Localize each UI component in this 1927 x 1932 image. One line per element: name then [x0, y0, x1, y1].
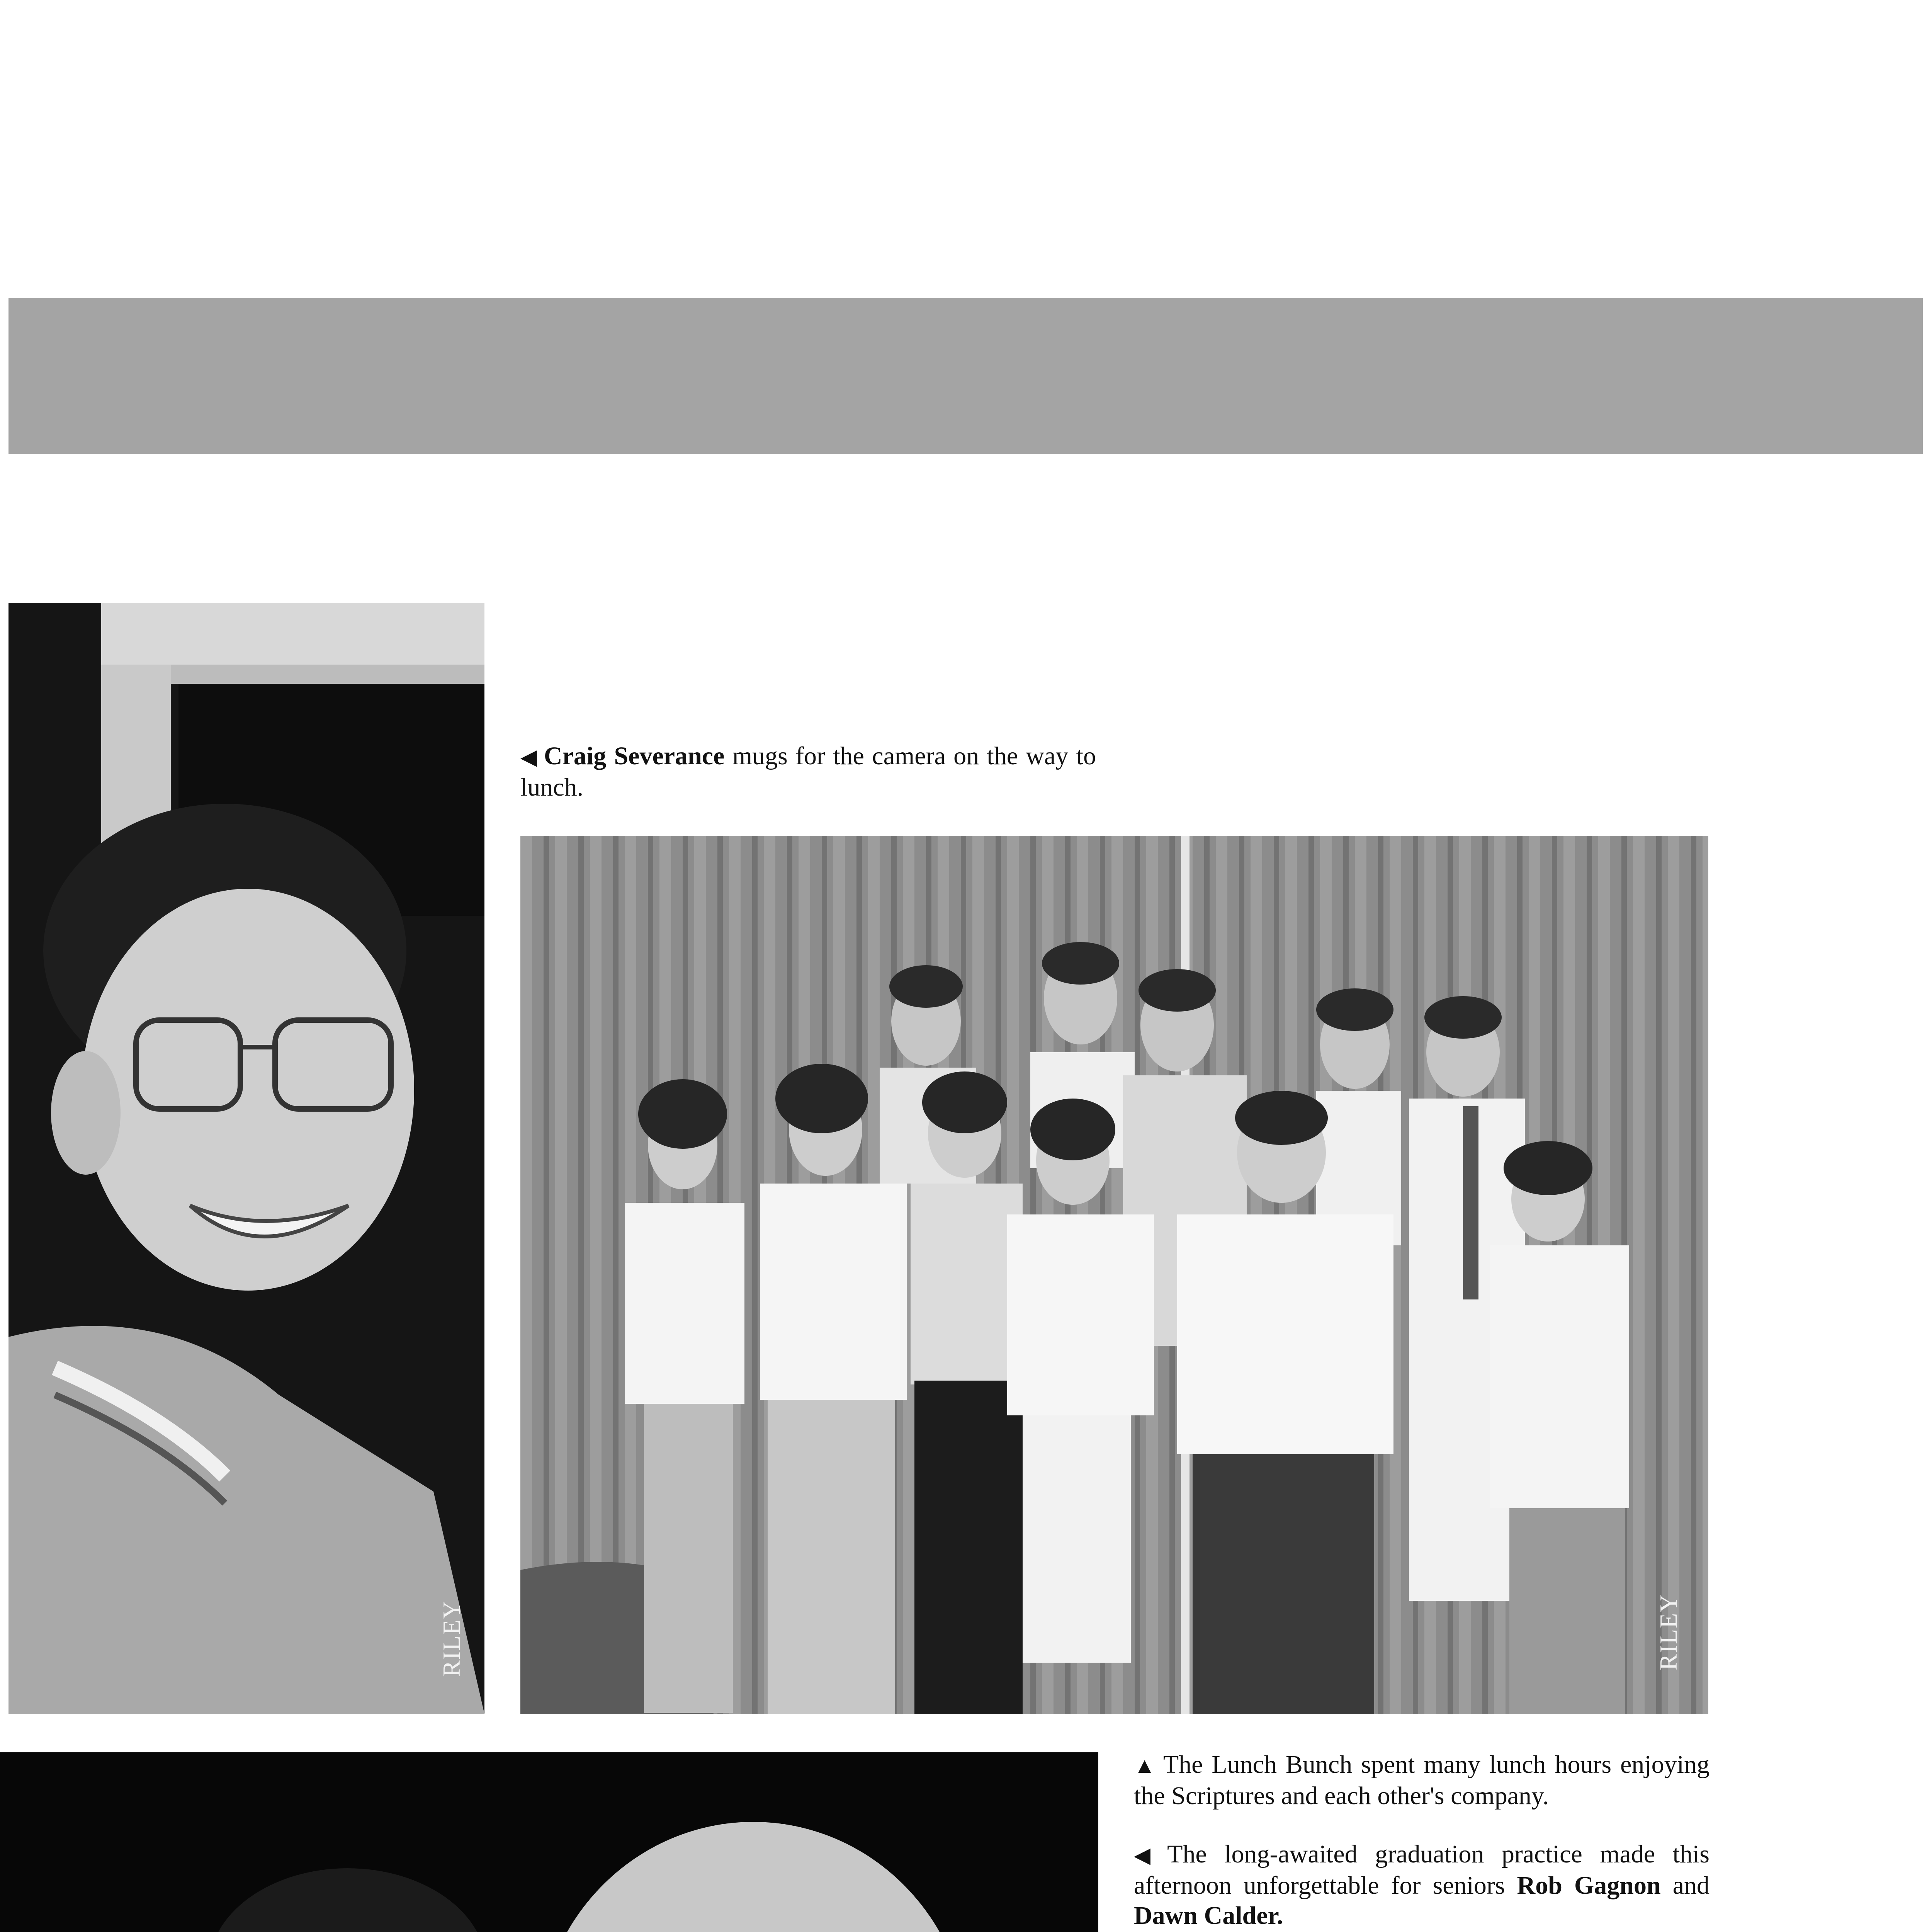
caption-connector: and: [1672, 1871, 1709, 1900]
caption-text: The Lunch Bunch spent many lunch hours enjoying the Scriptures and each other's company.: [1134, 1750, 1709, 1810]
caption-graduation: [1134, 1839, 1709, 1931]
caption-lunch-bunch: [1134, 1750, 1709, 1811]
photo-credit: RILEY: [438, 1600, 465, 1677]
caption-text: mugs for the camera on the way to lunch.: [520, 742, 1096, 801]
photo-credit: RILEY: [1655, 1594, 1682, 1670]
left-arrow-icon: ◀: [520, 745, 539, 769]
header-band: [8, 298, 1923, 454]
photo-lunch-bunch: [520, 836, 1708, 1714]
caption-name-2: Dawn Calder.: [1134, 1901, 1283, 1930]
photo-rob-gagnon-dawn-calder: [0, 1752, 1098, 1932]
up-arrow-icon: ▲: [1134, 1754, 1158, 1778]
caption-craig-severance: [520, 741, 1096, 803]
caption-text: The long-awaited graduation practice made this afternoon unforgettable for seniors: [1134, 1840, 1709, 1900]
caption-name-1: Rob Gagnon: [1517, 1871, 1661, 1900]
photo-craig-severance: [8, 603, 484, 1714]
caption-name: Craig Severance: [544, 742, 725, 770]
left-arrow-icon: ◀: [1134, 1844, 1162, 1867]
